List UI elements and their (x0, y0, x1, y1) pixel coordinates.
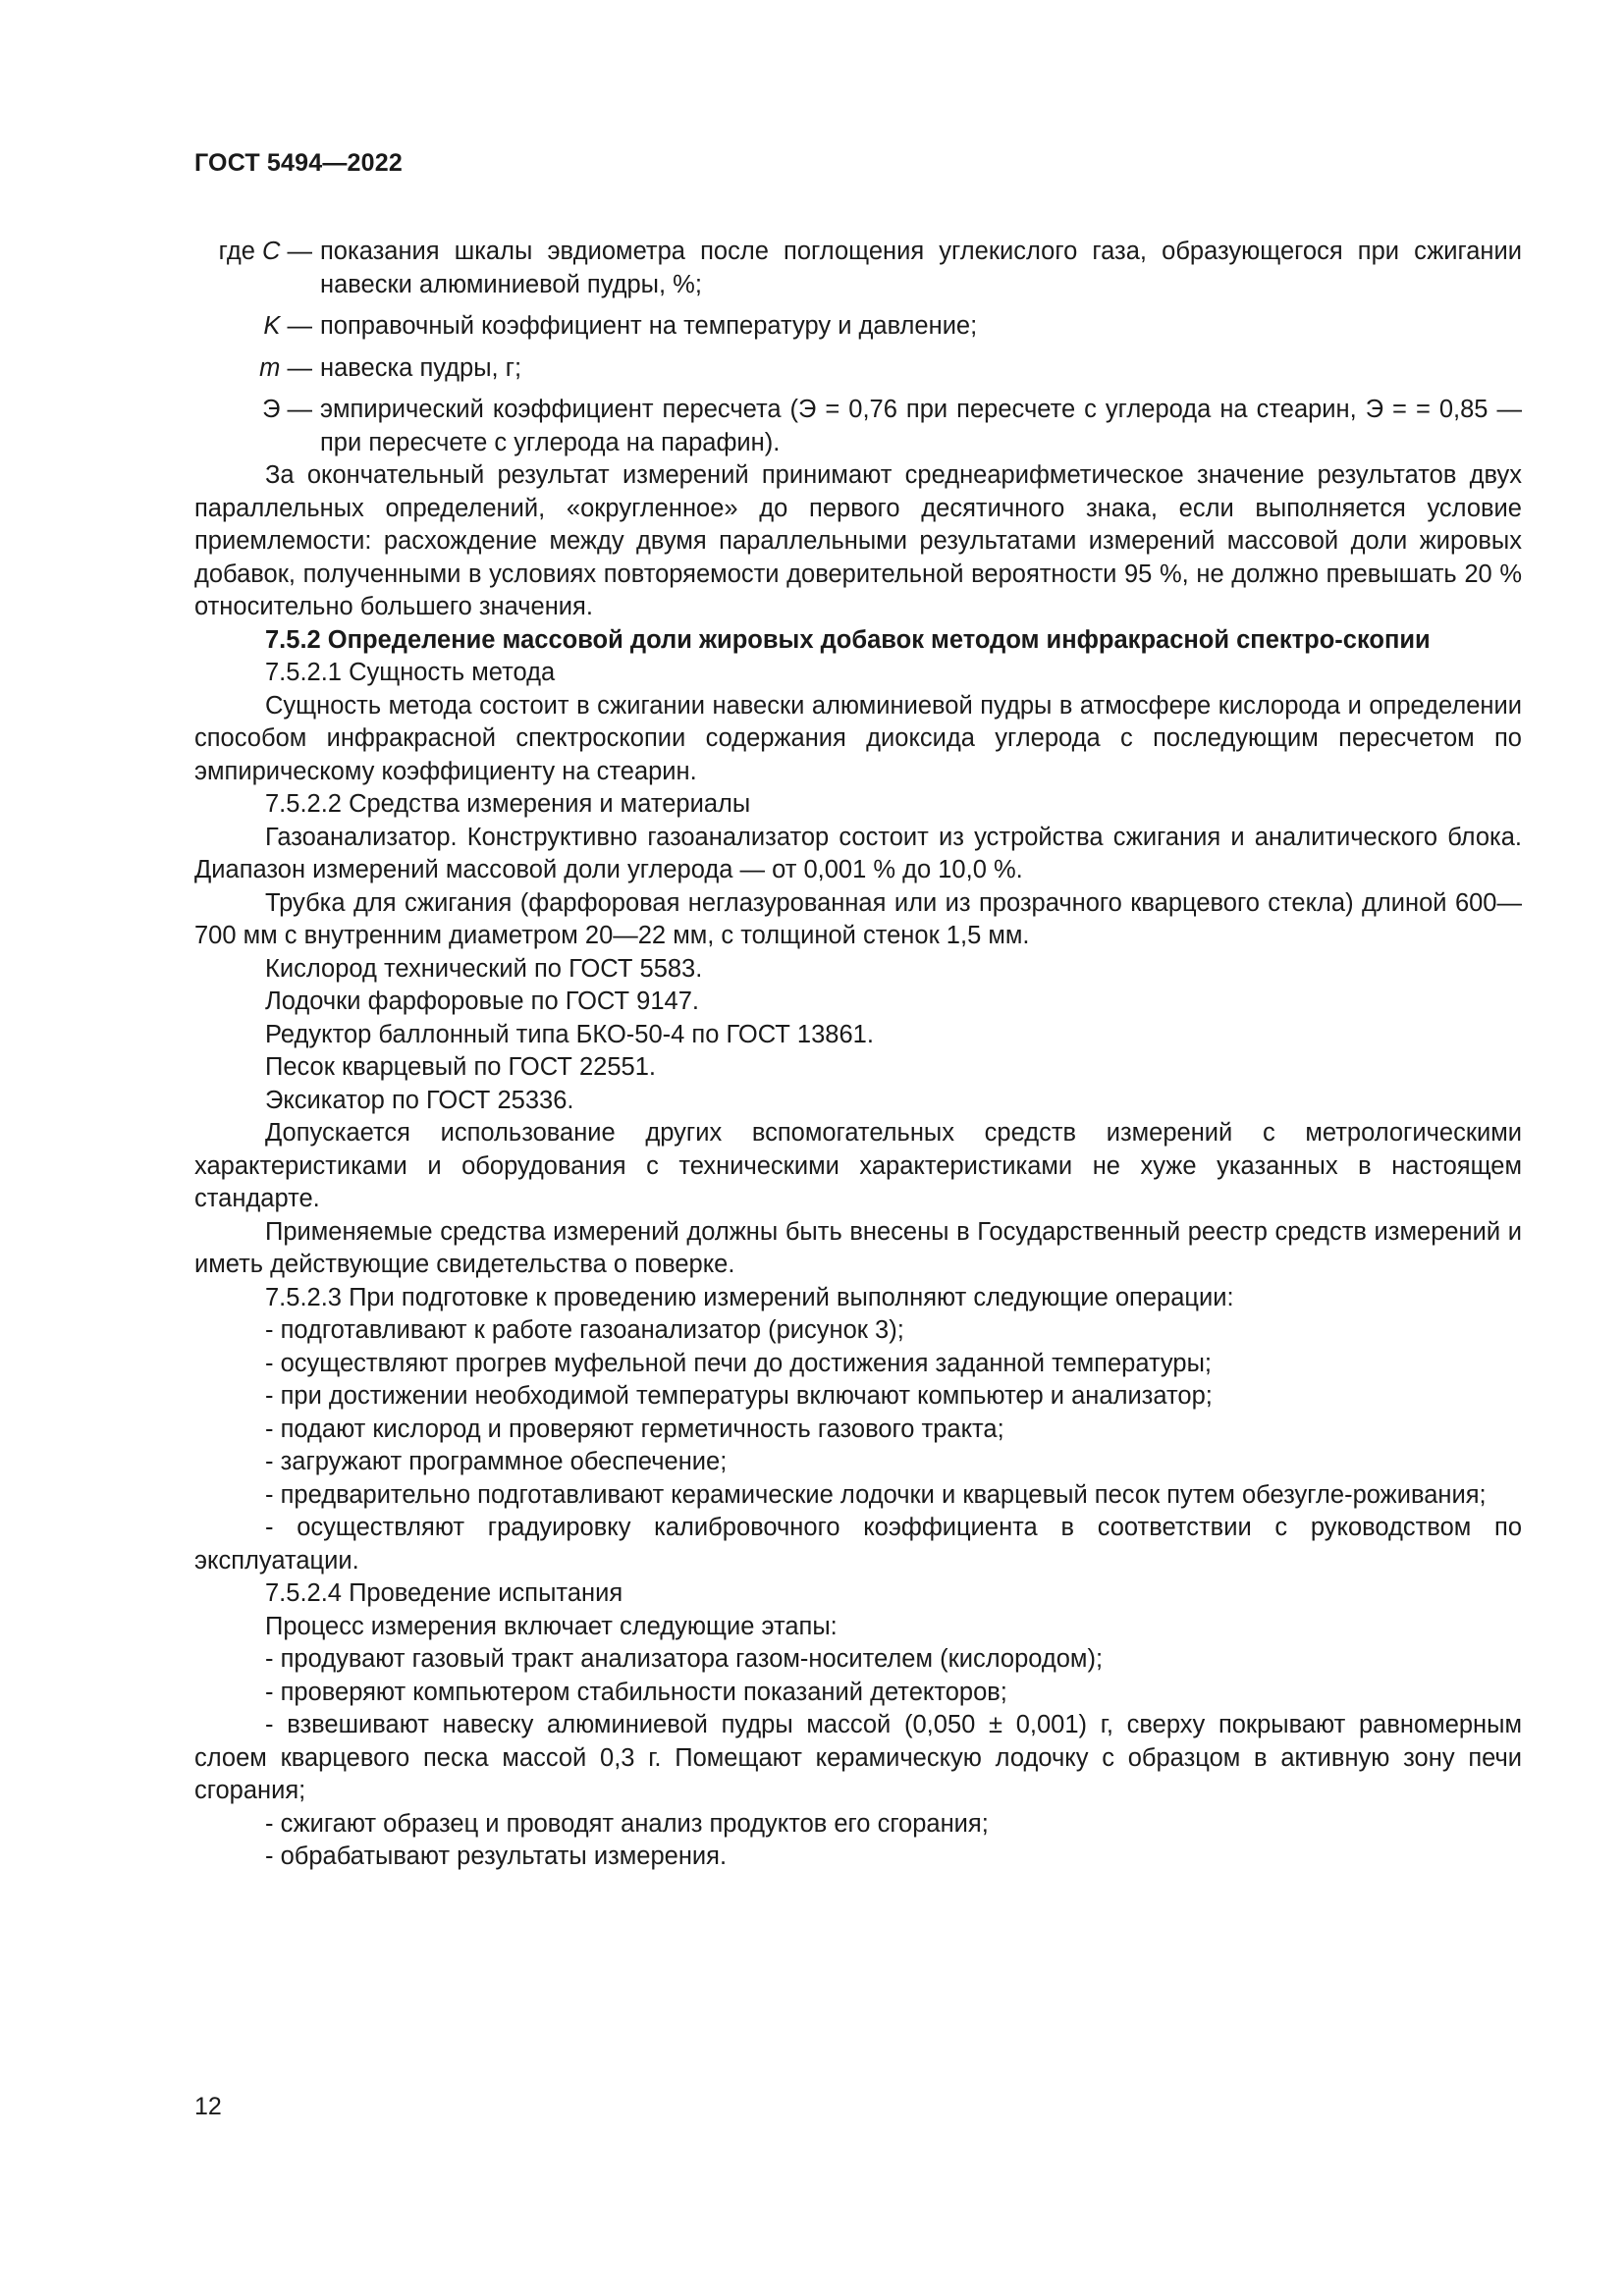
list-item: - сжигают образец и проводят анализ продуктов его сгорания; (265, 1809, 989, 1838)
definition-text: эмпирический коэффициент пересчета (Э = 0,76 при пересчете с углерода на стеарин, Э = = 0,85 — при пересчете с углерода на парафин). (320, 396, 1522, 456)
list-item: - осуществляют градуировку калибровочного коэффициента в соответствии с руководством по эксплуатации. (194, 1514, 1522, 1575)
definition-item (194, 236, 1522, 301)
subsection-heading-7-5-2-4: 7.5.2.4 Проведение испытания (265, 1579, 623, 1607)
definition-term: где C — (218, 238, 312, 265)
material-item: Редуктор баллонный типа БКО-50-4 по ГОСТ 13861. (265, 1020, 874, 1048)
list-item: - при достижении необходимой температуры включают компьютер и анализатор; (265, 1382, 1213, 1410)
material-item: Эксикатор по ГОСТ 25336. (265, 1086, 574, 1114)
definition-item (194, 394, 1522, 459)
page-number: 12 (194, 2093, 222, 2120)
definition-item (194, 352, 1522, 386)
subsection-heading-7-5-2-1: 7.5.2.1 Сущность метода (265, 659, 556, 686)
subsection-heading-7-5-2-3: 7.5.2.3 При подготовке к проведению измерений выполняют следующие операции: (265, 1283, 1234, 1311)
definition-item (194, 310, 1522, 344)
definition-text: поправочный коэффициент на температуру и давление; (320, 312, 978, 340)
variable-symbol: C (261, 238, 281, 265)
list-item: - взвешивают навеску алюминиевой пудры массой (0,050 ± 0,001) г, сверху покрывают равномерным слоем кварцевого песка массой 0,3 г. Помещают керамическую лодочку с образцом в активную зону печи сгорания; (194, 1711, 1522, 1804)
list-item: - осуществляют прогрев муфельной печи до достижения заданной температуры; (265, 1349, 1212, 1377)
list-item: - проверяют компьютером стабильности показаний детекторов; (265, 1678, 1007, 1706)
subsection-heading-7-5-2-2: 7.5.2.2 Средства измерения и материалы (265, 790, 751, 818)
section-heading-7-5-2: 7.5.2 Определение массовой доли жировых добавок методом инфракрасной спектро-скопии (265, 625, 1431, 654)
material-item: Лодочки фарфоровые по ГОСТ 9147. (265, 988, 699, 1015)
material-item: Песок кварцевый по ГОСТ 22551. (265, 1053, 656, 1081)
variable-symbol: Э (262, 396, 281, 423)
document-body (194, 236, 1522, 1874)
paragraph-combustion-tube: Трубка для сжигания (фарфоровая неглазурованная или из прозрачного кварцевого стекла) длиной 600—700 мм с внутренним диаметром 20—22 мм, с толщиной стенок 1,5 мм. (194, 888, 1522, 949)
paragraph-auxiliary-means: Допускается использование других вспомогательных средств измерений с метрологическими характеристиками и оборудования с техническими характеристиками не хуже указанных в настоящем стандарте. (194, 1119, 1522, 1212)
paragraph-gas-analyzer: Газоанализатор. Конструктивно газоанализатор состоит из устройства сжигания и аналитического блока. Диапазон измерений массовой доли углерода — от 0,001 % до 10,0 %. (194, 823, 1522, 883)
definition-term: m — (259, 353, 312, 382)
list-item: - продувают газовый тракт анализатора газом-носителем (кислородом); (265, 1645, 1104, 1673)
list-item: - подготавливают к работе газоанализатор (рисунок 3); (265, 1316, 904, 1344)
document-header: ГОСТ 5494—2022 (194, 149, 403, 177)
paragraph-process-intro: Процесс измерения включает следующие этапы: (265, 1612, 838, 1640)
definition-text: показания шкалы эвдиометра после поглощения углекислого газа, образующегося при сжигании навески алюминиевой пудры, %; (320, 238, 1522, 298)
material-item: Кислород технический по ГОСТ 5583. (265, 954, 703, 983)
paragraph-state-register: Применяемые средства измерений должны быть внесены в Государственный реестр средств измерений и иметь действующие свидетельства о поверке. (194, 1217, 1522, 1278)
definition-text: навеска пудры, г; (320, 353, 522, 382)
definition-term: K — (263, 312, 312, 340)
list-item: - обрабатывают результаты измерения. (265, 1842, 728, 1870)
formula-definitions (194, 236, 1522, 459)
paragraph-method-essence: Сущность метода состоит в сжигании навески алюминиевой пудры в атмосфере кислорода и определении способом инфракрасной спектроскопии содержания диоксида углерода с последующим пересчетом по эмпирическому коэффициенту на стеарин. (194, 691, 1522, 785)
variable-symbol: m (259, 353, 281, 382)
variable-symbol: K (263, 312, 281, 340)
list-item: - подают кислород и проверяют герметичность газового тракта; (265, 1415, 1004, 1443)
list-item: - загружают программное обеспечение; (265, 1448, 728, 1475)
paragraph-final-result: За окончательный результат измерений принимают среднеарифметическое значение результатов двух параллельных определений, «округленное» до первого десятичного знака, если выполняется условие приемлемости: расхождение между двумя параллельными результатами измерений массовой доли жировых добавок, полученными в условиях повторяемости доверительной вероятности 95 %, не должно превышать 20 % относительно большего значения. (194, 461, 1522, 620)
definition-term: Э — (262, 396, 312, 423)
list-item: - предварительно подготавливают керамические лодочки и кварцевый песок путем обезугле-роживания; (265, 1480, 1487, 1509)
